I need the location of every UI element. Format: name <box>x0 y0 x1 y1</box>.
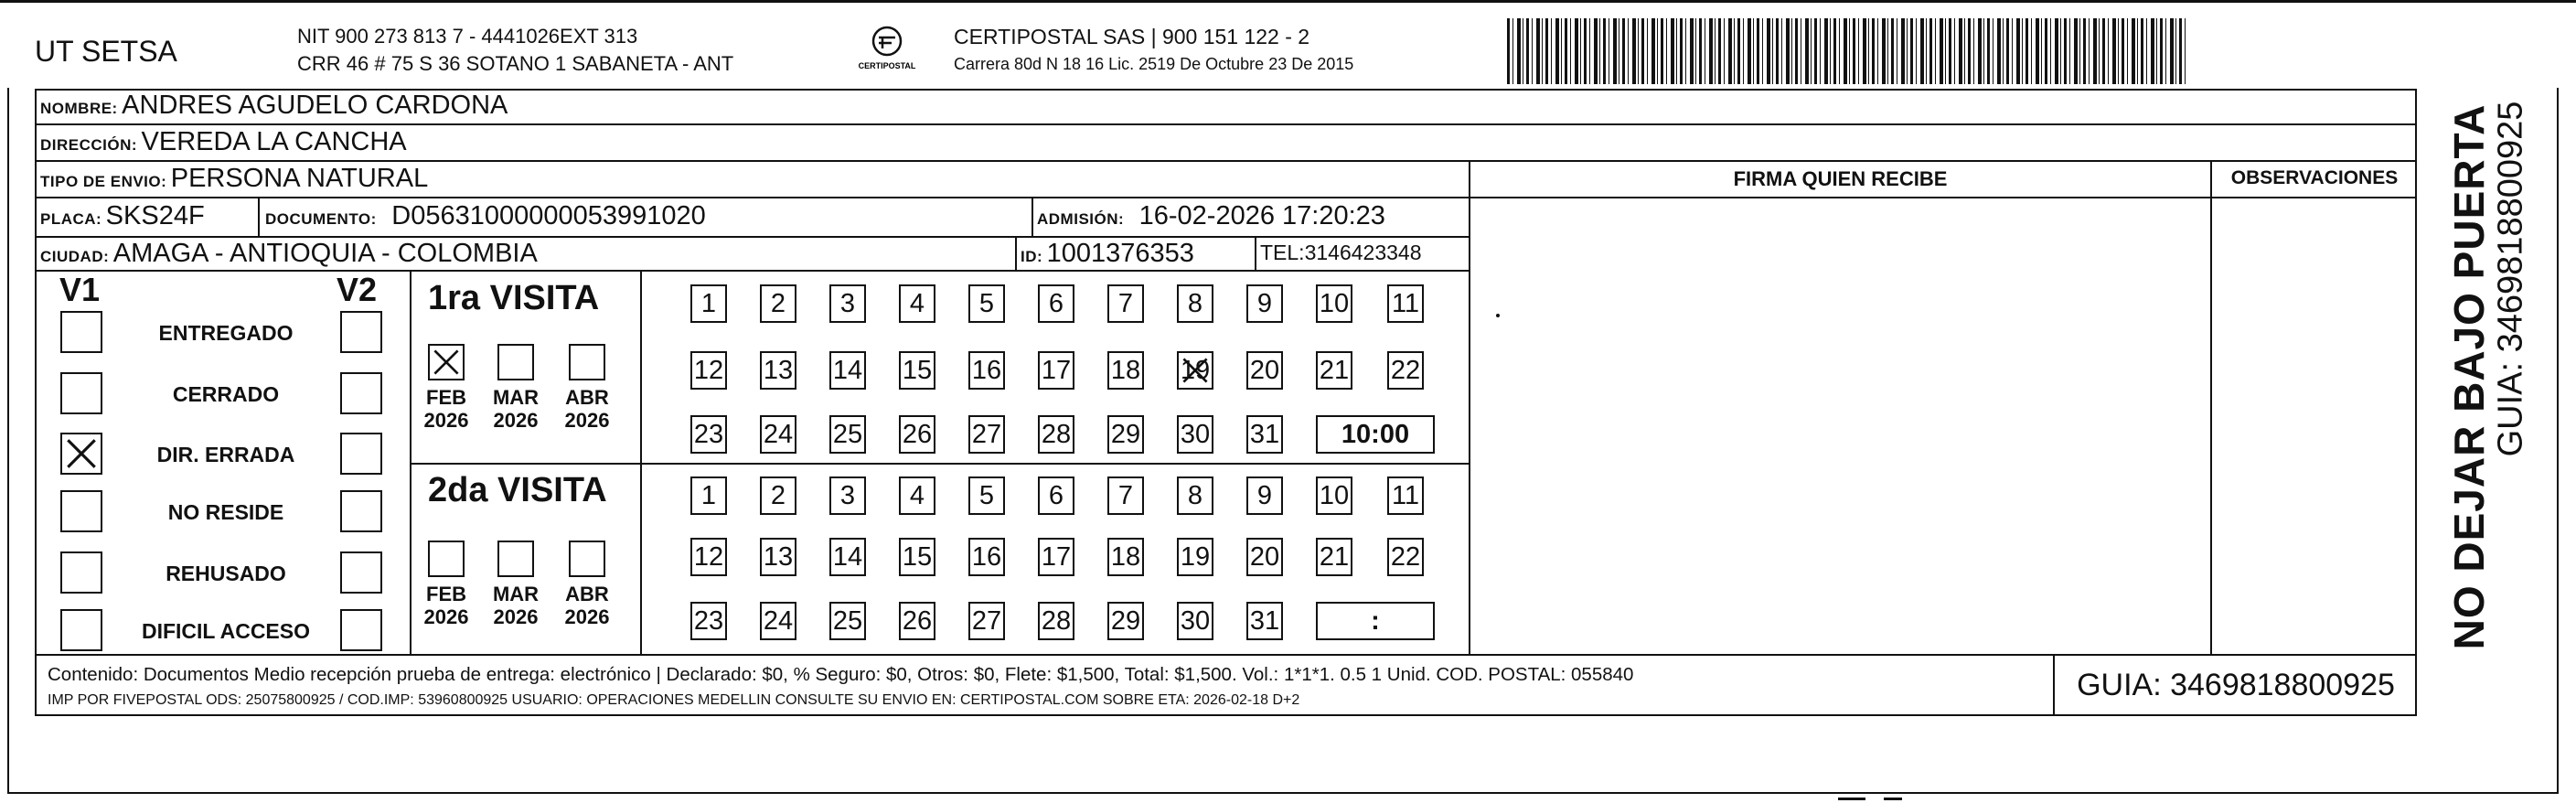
month-name: FEB <box>426 386 466 409</box>
v2-header: V2 <box>337 271 378 308</box>
documento-label: DOCUMENTO: <box>265 210 377 228</box>
day-number: 17 <box>1041 355 1072 385</box>
status-label: NO RESIDE <box>167 500 284 524</box>
direccion-value: VEREDA LA CANCHA <box>141 127 407 156</box>
day-number: 18 <box>1110 355 1141 385</box>
nombre-row <box>40 91 508 123</box>
day-box[interactable] <box>1107 284 1144 323</box>
day-box[interactable] <box>1177 284 1213 323</box>
day-box[interactable] <box>1387 284 1424 323</box>
footer-imp: IMP POR FIVEPOSTAL ODS: 25075800925 / COD.IMP: 53960800925 USUARIO: OPERACIONES MEDELLIN CONSULTE SU ENVIO EN: CERTIPOSTAL.COM SOBRE ETA: 2026-02-18 D+2 <box>48 692 1300 708</box>
day-number: 13 <box>763 355 794 385</box>
day-box[interactable] <box>760 602 796 640</box>
day-box[interactable] <box>1246 538 1283 576</box>
certipostal-line: CERTIPOSTAL SAS | 900 151 122 - 2 <box>954 25 1310 48</box>
day-box[interactable] <box>899 602 935 640</box>
day-number: 20 <box>1249 541 1280 572</box>
month-checkbox[interactable] <box>497 344 534 380</box>
day-number: 23 <box>693 605 724 636</box>
day-box[interactable] <box>899 538 935 576</box>
observaciones-header: OBSERVACIONES <box>2230 167 2399 188</box>
day-number: 16 <box>971 355 1002 385</box>
month-year: 2026 <box>423 409 469 433</box>
month-year: 2026 <box>493 605 539 629</box>
admision-label: ADMISIÓN: <box>1037 210 1125 228</box>
day-box[interactable] <box>1177 476 1213 515</box>
tel-label: TEL: <box>1260 241 1305 264</box>
certipostal-logo-icon <box>855 23 919 73</box>
month-name: ABR <box>565 583 609 605</box>
day-box[interactable] <box>829 538 866 576</box>
day-box[interactable] <box>1107 602 1144 640</box>
day-box[interactable] <box>1387 351 1424 390</box>
admision-value: 16-02-2026 17:20:23 <box>1138 201 1385 230</box>
day-number: 1 <box>700 480 717 510</box>
direccion-row <box>40 127 407 160</box>
month-name: MAR <box>492 583 540 605</box>
day-box[interactable] <box>690 476 727 515</box>
day-box[interactable] <box>1177 602 1213 640</box>
ciudad-label: CIUDAD: <box>40 248 110 265</box>
day-box[interactable] <box>1038 602 1074 640</box>
status-label: CERRADO <box>172 382 280 406</box>
time-value: 10:00 <box>1341 419 1410 449</box>
day-box[interactable] <box>1038 284 1074 323</box>
day-box[interactable] <box>1246 351 1283 390</box>
day-number: 17 <box>1041 541 1072 572</box>
day-box[interactable] <box>1038 476 1074 515</box>
day-box[interactable] <box>1387 476 1424 515</box>
day-number: 14 <box>832 355 863 385</box>
day-box[interactable] <box>1107 476 1144 515</box>
tipo-value: PERSONA NATURAL <box>170 164 429 193</box>
firma-header: FIRMA QUIEN RECIBE <box>1733 167 1948 190</box>
header <box>0 0 2576 88</box>
day-number: 21 <box>1319 355 1350 385</box>
v2-checkbox[interactable] <box>340 490 382 532</box>
day-box[interactable] <box>968 351 1005 390</box>
documento-value: D05631000000053991020 <box>391 201 706 230</box>
v2-checkbox[interactable] <box>340 372 382 414</box>
month-label <box>414 386 478 433</box>
day-box[interactable] <box>760 476 796 515</box>
month-checkbox[interactable] <box>569 541 605 577</box>
month-name: MAR <box>492 386 540 409</box>
day-box[interactable] <box>760 538 796 576</box>
month-year: 2026 <box>493 409 539 433</box>
time-value: : <box>1371 605 1380 636</box>
month-checkbox[interactable] <box>428 541 465 577</box>
day-cross-mark-icon <box>1179 353 1212 388</box>
v2-checkbox[interactable] <box>340 609 382 651</box>
day-number: 9 <box>1256 480 1273 510</box>
v2-checkbox[interactable] <box>340 311 382 353</box>
day-number: 14 <box>832 541 863 572</box>
day-number: 25 <box>832 419 863 449</box>
v1-checkbox[interactable] <box>60 609 102 651</box>
day-number: 19 <box>1180 355 1211 385</box>
day-box[interactable] <box>1038 351 1074 390</box>
placa-cell <box>40 201 205 231</box>
day-box[interactable] <box>968 284 1005 323</box>
month-label <box>555 583 619 629</box>
certipostal-sub: Carrera 80d N 18 16 Lic. 2519 De Octubre 23 De 2015 <box>954 55 1354 73</box>
day-box[interactable] <box>1107 415 1144 454</box>
x-mark-icon <box>62 434 101 473</box>
day-number: 21 <box>1319 541 1350 572</box>
day-box[interactable] <box>899 476 935 515</box>
day-box[interactable] <box>1038 538 1074 576</box>
month-checkbox[interactable] <box>497 541 534 577</box>
status-label: DIR. ERRADA <box>156 443 295 466</box>
month-label <box>414 583 478 629</box>
v1-checkbox[interactable] <box>60 433 102 475</box>
day-number: 7 <box>1117 480 1134 510</box>
day-box[interactable] <box>1316 351 1352 390</box>
ciudad-cell <box>40 239 538 269</box>
day-box[interactable] <box>829 415 866 454</box>
day-box[interactable] <box>1316 538 1352 576</box>
day-box[interactable] <box>690 415 727 454</box>
day-number: 16 <box>971 541 1002 572</box>
day-number: 15 <box>902 541 933 572</box>
day-box[interactable] <box>760 284 796 323</box>
day-box[interactable] <box>690 538 727 576</box>
day-number: 2 <box>770 480 786 510</box>
month-name: ABR <box>565 386 609 409</box>
month-label <box>484 583 548 629</box>
day-number: 26 <box>902 605 933 636</box>
footer-contenido: Contenido: Documentos Medio recepción prueba de entrega: electrónico | Declarado: $0, % Seguro: $0, Otros: $0, Flete: $1,500, Total: $1,500. Vol.: 1*1*1. 0.5 1 Unid. COD. POSTAL: 055840 <box>48 664 1634 685</box>
day-box[interactable] <box>690 351 727 390</box>
day-box[interactable] <box>690 602 727 640</box>
day-number: 19 <box>1180 541 1211 572</box>
day-box[interactable] <box>1387 538 1424 576</box>
month-label <box>555 386 619 433</box>
day-number: 28 <box>1041 605 1072 636</box>
day-box[interactable] <box>1316 284 1352 323</box>
day-number: 18 <box>1110 541 1141 572</box>
tel-value: 3146423348 <box>1304 241 1422 264</box>
day-number: 4 <box>909 480 925 510</box>
day-number: 31 <box>1249 605 1280 636</box>
visit1-title: 1ra VISITA <box>428 279 600 317</box>
nit-line: NIT 900 273 813 7 - 4441026EXT 313 <box>297 25 638 48</box>
v1-header: V1 <box>59 271 101 308</box>
placa-value: SKS24F <box>105 201 205 230</box>
day-number: 2 <box>770 288 786 318</box>
day-number: 3 <box>839 288 856 318</box>
day-number: 30 <box>1180 419 1211 449</box>
day-number: 8 <box>1187 288 1203 318</box>
day-number: 23 <box>693 419 724 449</box>
month-name: FEB <box>426 583 466 605</box>
day-number: 29 <box>1110 419 1141 449</box>
certipostal-logo <box>855 23 919 73</box>
day-number: 6 <box>1048 288 1064 318</box>
day-box[interactable] <box>1246 415 1283 454</box>
day-box[interactable] <box>1246 284 1283 323</box>
id-cell <box>1021 239 1194 269</box>
day-number: 4 <box>909 288 925 318</box>
admision-cell <box>1037 201 1385 231</box>
day-number: 27 <box>971 419 1002 449</box>
visit2-title: 2da VISITA <box>428 471 607 509</box>
day-box[interactable] <box>968 602 1005 640</box>
month-year: 2026 <box>564 409 610 433</box>
v1-checkbox[interactable] <box>60 490 102 532</box>
day-box[interactable] <box>760 351 796 390</box>
documento-cell <box>265 201 706 231</box>
day-number: 1 <box>700 288 717 318</box>
day-number: 31 <box>1249 419 1280 449</box>
day-number: 13 <box>763 541 794 572</box>
id-label: ID: <box>1021 248 1043 265</box>
time-box[interactable] <box>1316 602 1435 640</box>
day-number: 5 <box>978 480 995 510</box>
day-box[interactable] <box>1177 351 1213 390</box>
day-number: 12 <box>693 541 724 572</box>
day-box[interactable] <box>1177 415 1213 454</box>
tel-cell <box>1260 241 1422 265</box>
day-number: 27 <box>971 605 1002 636</box>
day-number: 20 <box>1249 355 1280 385</box>
day-number: 11 <box>1391 480 1420 510</box>
day-box[interactable] <box>1107 538 1144 576</box>
direccion-label: DIRECCIÓN: <box>40 136 138 154</box>
nombre-label: NOMBRE: <box>40 100 118 117</box>
placa-label: PLACA: <box>40 210 102 228</box>
day-box[interactable] <box>968 538 1005 576</box>
month-checkbox[interactable] <box>569 344 605 380</box>
day-box[interactable] <box>690 284 727 323</box>
day-number: 11 <box>1391 288 1420 318</box>
day-number: 6 <box>1048 480 1064 510</box>
day-number: 10 <box>1319 480 1350 510</box>
svg-text:CERTIPOSTAL: CERTIPOSTAL <box>858 61 916 70</box>
day-box[interactable] <box>1177 538 1213 576</box>
day-number: 10 <box>1319 288 1350 318</box>
day-number: 22 <box>1390 355 1421 385</box>
v1-checkbox[interactable] <box>60 372 102 414</box>
day-box[interactable] <box>899 415 935 454</box>
day-box[interactable] <box>899 284 935 323</box>
day-number: 7 <box>1117 288 1134 318</box>
day-number: 30 <box>1180 605 1211 636</box>
v1-checkbox[interactable] <box>60 551 102 594</box>
day-number: 24 <box>763 605 794 636</box>
barcode <box>1507 18 2188 84</box>
day-box[interactable] <box>968 415 1005 454</box>
side-guia-text: GUIA: 3469818800925 <box>2491 101 2530 457</box>
month-label <box>484 386 548 433</box>
status-label: ENTREGADO <box>158 321 294 345</box>
x-mark-icon <box>430 346 463 379</box>
nombre-value: ANDRES AGUDELO CARDONA <box>122 91 508 120</box>
day-box[interactable] <box>829 351 866 390</box>
side-warning-text: NO DEJAR BAJO PUERTA <box>2445 103 2493 650</box>
v2-checkbox[interactable] <box>340 551 382 594</box>
day-box[interactable] <box>1107 351 1144 390</box>
day-box[interactable] <box>968 476 1005 515</box>
day-number: 12 <box>693 355 724 385</box>
day-box[interactable] <box>899 351 935 390</box>
day-box[interactable] <box>829 476 866 515</box>
day-number: 25 <box>832 605 863 636</box>
x-mark-icon <box>1179 353 1212 388</box>
v1-checkbox[interactable] <box>60 311 102 353</box>
signature-dot <box>1496 314 1500 317</box>
day-box[interactable] <box>1038 415 1074 454</box>
day-box[interactable] <box>1246 602 1283 640</box>
day-box[interactable] <box>1246 476 1283 515</box>
day-box[interactable] <box>1316 476 1352 515</box>
v2-checkbox[interactable] <box>340 433 382 475</box>
ciudad-value: AMAGA - ANTIOQUIA - COLOMBIA <box>112 239 538 268</box>
day-number: 5 <box>978 288 995 318</box>
day-box[interactable] <box>760 415 796 454</box>
day-number: 15 <box>902 355 933 385</box>
day-number: 8 <box>1187 480 1203 510</box>
tipo-row <box>40 164 428 197</box>
status-label: DIFICIL ACCESO <box>141 619 310 643</box>
company-name: UT SETSA <box>35 35 177 68</box>
tipo-label: TIPO DE ENVIO: <box>40 173 167 190</box>
day-number: 28 <box>1041 419 1072 449</box>
address-line: CRR 46 # 75 S 36 SOTANO 1 SABANETA - ANT <box>297 52 734 75</box>
day-number: 24 <box>763 419 794 449</box>
footer-guia: GUIA: 3469818800925 <box>2077 668 2395 702</box>
id-value: 1001376353 <box>1046 239 1194 268</box>
month-year: 2026 <box>423 605 469 629</box>
status-label: REHUSADO <box>166 562 286 585</box>
day-number: 3 <box>839 480 856 510</box>
month-year: 2026 <box>564 605 610 629</box>
day-number: 29 <box>1110 605 1141 636</box>
day-number: 9 <box>1256 288 1273 318</box>
day-number: 22 <box>1390 541 1421 572</box>
day-number: 26 <box>902 419 933 449</box>
day-box[interactable] <box>829 602 866 640</box>
month-checkbox[interactable] <box>428 344 465 380</box>
day-box[interactable] <box>829 284 866 323</box>
time-box[interactable] <box>1316 415 1435 454</box>
